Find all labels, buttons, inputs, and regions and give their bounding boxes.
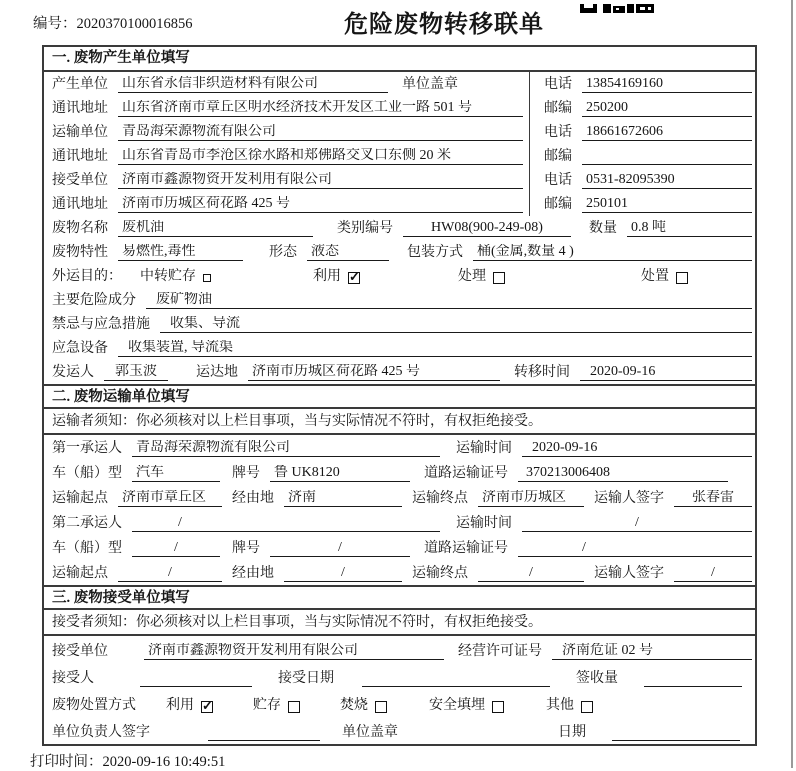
field-label: 车（船）型	[52, 541, 122, 556]
checkbox-icon	[493, 272, 505, 284]
road-permit1-value: 370213006408	[518, 465, 728, 482]
waste-quantity-value: 0.8 吨	[627, 220, 752, 237]
field-label: 电话	[544, 77, 572, 92]
checkbox-checked-icon	[201, 701, 213, 713]
field-label: 邮编	[544, 101, 572, 116]
emergency-equipment-value: 收集装置, 导流渠	[118, 340, 752, 357]
waste-traits-row	[44, 240, 755, 264]
field-label: 车（船）型	[52, 466, 122, 481]
field-label: 运输时间	[456, 516, 512, 531]
producer-phone-value: 13854169160	[582, 76, 752, 93]
field-label: 通讯地址	[52, 149, 108, 164]
purpose-option-utilize	[313, 269, 360, 285]
field-label: 通讯地址	[52, 101, 108, 116]
field-label: 运输人签字	[594, 566, 664, 581]
unit-seal-label: 单位盖章	[402, 77, 458, 92]
dispatch-row	[44, 360, 755, 384]
hazard-components-value: 废矿物油	[146, 292, 752, 309]
purpose-option-dispose	[641, 269, 688, 285]
transport-date2-value: /	[522, 515, 752, 532]
form-title: 危险废物转移联单	[344, 12, 544, 38]
field-label: 经营许可证号	[458, 644, 542, 659]
field-label: 经由地	[232, 491, 274, 506]
field-label: 形态	[269, 245, 297, 260]
field-label: 接受人	[52, 671, 94, 686]
option-label: 焚烧	[340, 698, 368, 713]
checkbox-icon	[288, 701, 300, 713]
purpose-option-storage	[140, 269, 211, 285]
plate1-value: 鲁 UK8120	[270, 465, 410, 482]
route-via2-value: /	[284, 565, 402, 582]
field-label: 运输时间	[456, 441, 512, 456]
dispatcher-value: 郭玉波	[104, 364, 168, 381]
disposal-method-row	[44, 690, 755, 717]
field-label: 签收量	[576, 671, 618, 686]
transport-date1-value: 2020-09-16	[522, 440, 752, 457]
transporter-unit-value: 青岛海荣源物流有限公司	[118, 124, 523, 141]
vehicle-type1-value: 汽车	[132, 465, 220, 482]
route-end1-value: 济南市历城区	[478, 490, 584, 507]
option-label: 贮存	[253, 698, 281, 713]
route-start2-value: /	[118, 565, 222, 582]
disposal-option-other	[546, 698, 593, 714]
receiver-address-value: 济南市历城区荷花路 425 号	[118, 196, 523, 213]
first-carrier-row	[44, 435, 755, 460]
field-label: 牌号	[232, 541, 260, 556]
transporter-postcode-value	[582, 148, 752, 165]
accept-unit-value: 济南市鑫源物资开发利用有限公司	[144, 643, 444, 660]
checkbox-icon	[203, 274, 211, 282]
field-label: 废物特性	[52, 245, 108, 260]
manifest-table	[42, 45, 757, 746]
transporter-phone-value: 18661672606	[582, 124, 752, 141]
accept-person-row	[44, 663, 755, 690]
checkbox-icon	[492, 701, 504, 713]
responsible-signature-value	[208, 724, 320, 741]
first-carrier-value: 青岛海荣源物流有限公司	[132, 440, 440, 457]
field-label: 运输终点	[412, 491, 468, 506]
field-label: 第二承运人	[52, 516, 122, 531]
option-label: 利用	[166, 698, 194, 713]
receiver-postcode-value: 250101	[582, 196, 752, 213]
second-carrier-row	[44, 510, 755, 535]
field-label: 运输终点	[412, 566, 468, 581]
license-number-value: 济南危证 02 号	[552, 643, 752, 660]
field-label: 产生单位	[52, 77, 108, 92]
field-label: 应急设备	[52, 341, 108, 356]
disposal-option-landfill	[429, 698, 504, 714]
field-label: 禁忌与应急措施	[52, 317, 150, 332]
sign-date-value	[612, 724, 740, 741]
waste-name-row	[44, 216, 755, 240]
producer-postcode-value: 250200	[582, 100, 752, 117]
hazard-components-row	[44, 288, 755, 312]
field-label: 包装方式	[407, 245, 463, 260]
disposal-option-store	[253, 698, 300, 714]
field-label: 邮编	[544, 197, 572, 212]
producer-address-value: 山东省济南市章丘区明水经济技术开发区工业一路 501 号	[118, 100, 523, 117]
route1-row	[44, 485, 755, 510]
field-label: 邮编	[544, 149, 572, 164]
option-label: 其他	[546, 698, 574, 713]
checkbox-icon	[375, 701, 387, 713]
serial-number-label: 编号：	[33, 16, 77, 32]
field-label: 经由地	[232, 566, 274, 581]
receiver-unit-value: 济南市鑫源物资开发利用有限公司	[118, 172, 523, 189]
accept-unit-row	[44, 636, 755, 663]
transfer-date-value: 2020-09-16	[580, 364, 752, 381]
field-label: 日期	[558, 725, 586, 740]
field-label: 数量	[589, 221, 617, 236]
packaging-value: 桶(金属,数量 4 )	[473, 244, 752, 261]
field-label: 运达地	[196, 365, 238, 380]
receiver-unit-row	[44, 168, 755, 192]
accept-person-value	[140, 670, 252, 687]
field-label: 单位负责人签字	[52, 725, 150, 740]
option-label: 安全填埋	[429, 698, 485, 713]
section1-heading: 一. 废物产生单位填写	[44, 47, 755, 72]
unit-seal-label: 单位盖章	[342, 725, 398, 740]
checkbox-checked-icon	[348, 272, 360, 284]
disposal-option-utilize	[166, 698, 213, 714]
transfer-purpose-row	[44, 264, 755, 288]
vehicle1-row	[44, 460, 755, 485]
transporter-unit-row	[44, 120, 755, 144]
field-label: 第一承运人	[52, 441, 122, 456]
field-label: 主要危险成分	[52, 293, 136, 308]
vehicle2-row	[44, 535, 755, 560]
emergency-equipment-row	[44, 336, 755, 360]
plate2-value: /	[270, 540, 410, 557]
checkbox-icon	[581, 701, 593, 713]
field-label: 发运人	[52, 365, 94, 380]
field-label: 转移时间	[514, 365, 570, 380]
route-via1-value: 济南	[284, 490, 402, 507]
cutoff-stamp-marks-icon	[580, 0, 656, 18]
window-edge-line	[791, 0, 793, 768]
transporter-address-value: 山东省青岛市李沧区徐水路和郑佛路交叉口东侧 20 米	[118, 148, 523, 165]
transporter-address-row	[44, 144, 755, 168]
accept-date-value	[362, 670, 550, 687]
receiver-address-row	[44, 192, 755, 216]
transporter-notice: 运输者须知：你必须核对以上栏目事项，当与实际情况不符时，有权拒绝接受。	[44, 409, 755, 435]
section2-heading: 二. 废物运输单位填写	[44, 384, 755, 409]
waste-name-value: 废机油	[118, 220, 313, 237]
field-label: 电话	[544, 173, 572, 188]
field-label: 接受单位	[52, 644, 108, 659]
option-label: 利用	[313, 269, 341, 284]
serial-number-value: 2020370100016856	[76, 16, 193, 32]
waste-traits-value: 易燃性,毒性	[118, 244, 243, 261]
field-label: 运输起点	[52, 566, 108, 581]
field-label: 道路运输证号	[424, 466, 508, 481]
route-start1-value: 济南市章丘区	[118, 490, 222, 507]
option-label: 处置	[641, 269, 669, 284]
disposal-option-incinerate	[340, 698, 387, 714]
field-label: 接受单位	[52, 173, 108, 188]
checkbox-icon	[676, 272, 688, 284]
field-label: 外运目的：	[52, 269, 122, 284]
emergency-measures-value: 收集、导流	[160, 316, 752, 333]
carrier-signature2-value: /	[674, 565, 752, 582]
field-label: 运输人签字	[594, 491, 664, 506]
signature-row	[44, 717, 755, 744]
waste-category-value: HW08(900-249-08)	[403, 220, 571, 237]
receiver-notice: 接受者须知：你必须核对以上栏目事项，当与实际情况不符时，有权拒绝接受。	[44, 610, 755, 636]
field-label: 通讯地址	[52, 197, 108, 212]
route2-row	[44, 560, 755, 585]
field-label: 道路运输证号	[424, 541, 508, 556]
print-time-value: 2020-09-16 10:49:51	[102, 754, 226, 770]
vehicle-type2-value: /	[132, 540, 220, 557]
second-carrier-value: /	[132, 515, 440, 532]
received-amount-value	[644, 670, 742, 687]
waste-form-value: 液态	[307, 244, 389, 261]
field-label: 废物处置方式	[52, 698, 136, 713]
producer-address-row	[44, 96, 755, 120]
carrier-signature1-value: 张春雷	[674, 490, 752, 507]
producer-unit-row	[44, 72, 755, 96]
field-label: 运输起点	[52, 491, 108, 506]
section3-heading: 三. 废物接受单位填写	[44, 585, 755, 610]
emergency-measures-row	[44, 312, 755, 336]
field-label: 运输单位	[52, 125, 108, 140]
field-label: 接受日期	[278, 671, 334, 686]
receiver-phone-value: 0531-82095390	[582, 172, 752, 189]
field-label: 牌号	[232, 466, 260, 481]
field-label: 废物名称	[52, 221, 108, 236]
route-end2-value: /	[478, 565, 584, 582]
option-label: 中转贮存	[140, 269, 196, 284]
field-label: 电话	[544, 125, 572, 140]
purpose-option-treat	[458, 269, 505, 285]
road-permit2-value: /	[518, 540, 752, 557]
print-time-label: 打印时间：	[30, 754, 103, 770]
field-label: 类别编号	[337, 221, 393, 236]
destination-value: 济南市历城区荷花路 425 号	[248, 364, 500, 381]
option-label: 处理	[458, 269, 486, 284]
producer-unit-value: 山东省永信非织造材料有限公司	[118, 76, 388, 93]
